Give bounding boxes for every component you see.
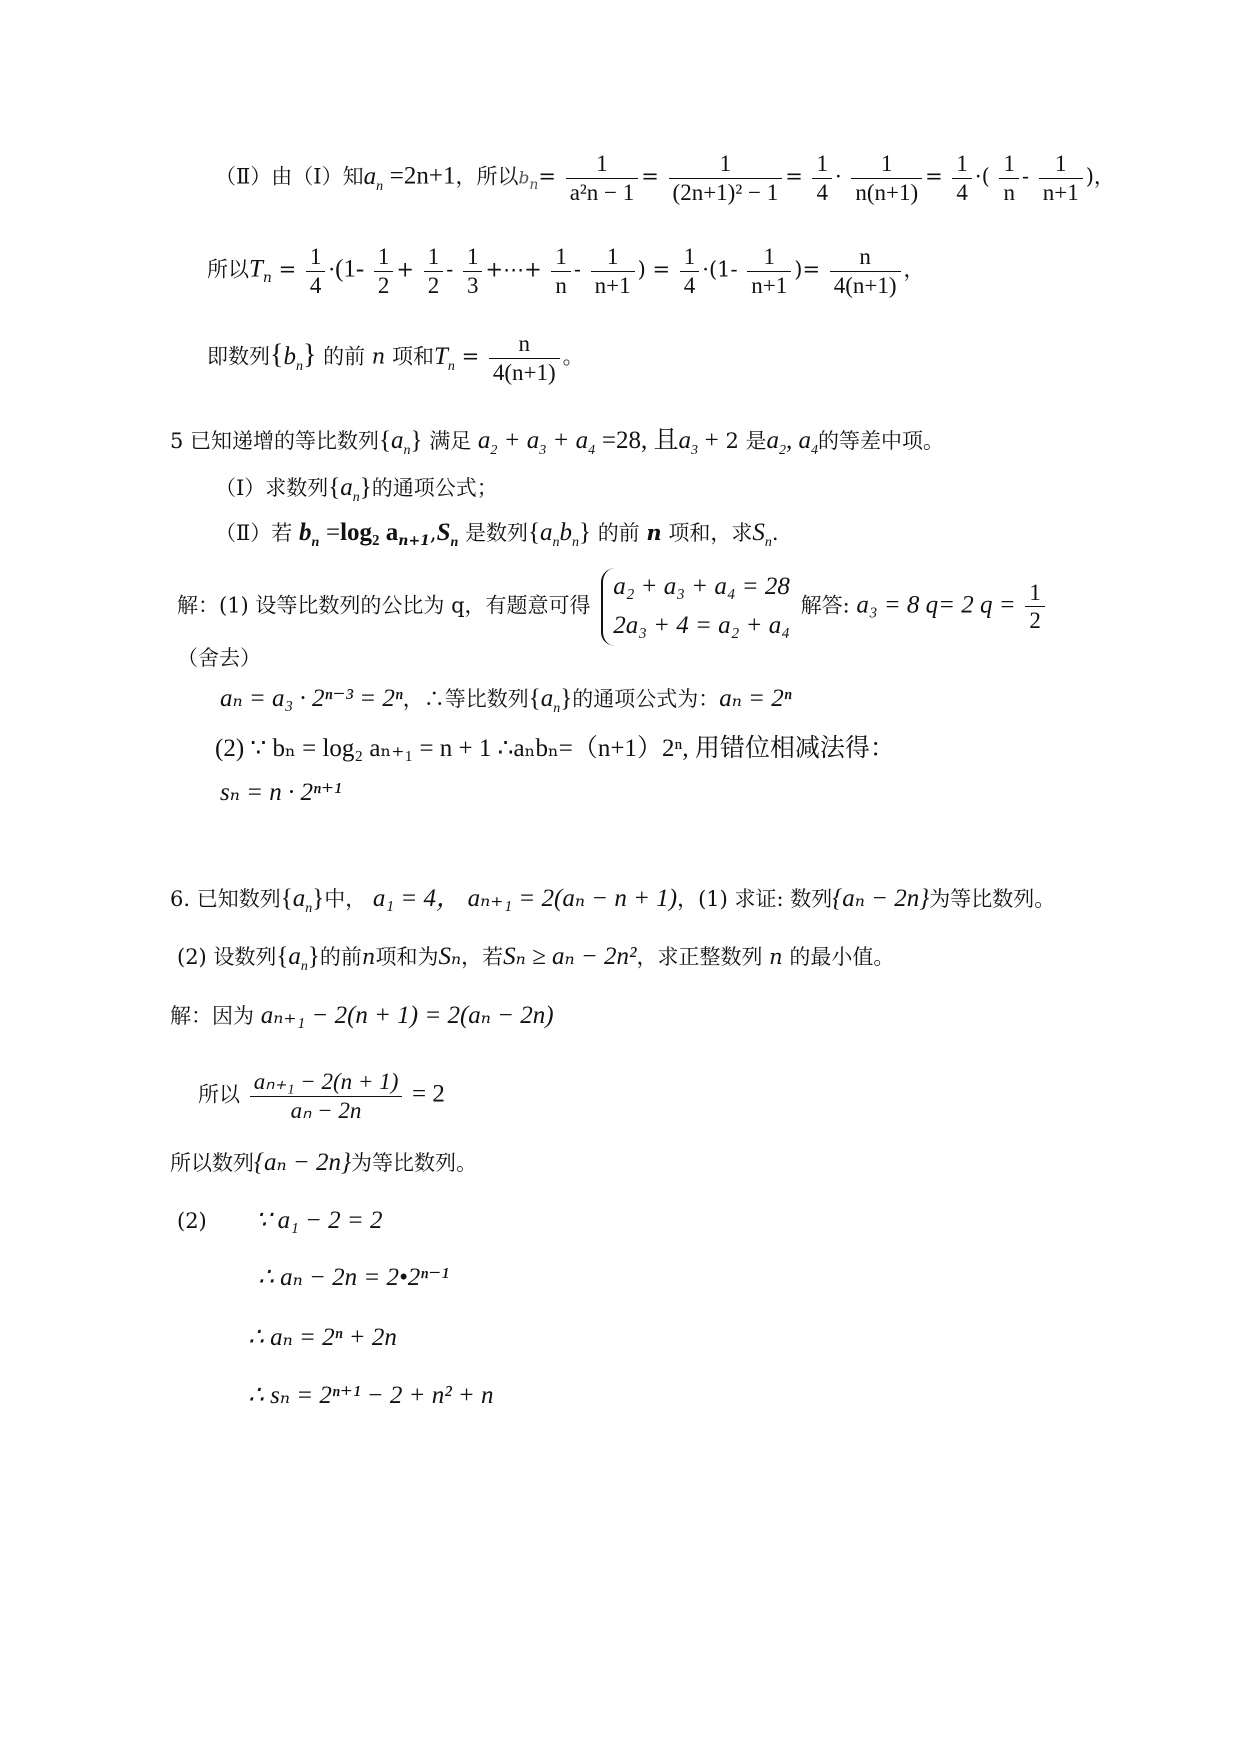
q5-part2-e: 项和，求 bbox=[668, 521, 753, 545]
q6-s3: ∴ aₙ = 2ⁿ + 2n bbox=[248, 1324, 397, 1351]
b-label: b bbox=[518, 168, 530, 189]
frac-2: $\frac{1}{\text{(2n+1)² − 1}}$ bbox=[669, 150, 783, 206]
q5-formula-b: 的通项公式为： bbox=[572, 687, 720, 711]
q6-p2-b: 的前 bbox=[319, 945, 362, 969]
q6-p2-f: 的最小值。 bbox=[789, 945, 895, 969]
q5-therefore: ，∴等比数列 bbox=[402, 687, 529, 711]
frac-inv-n1: $\frac{1}{n+1}$ bbox=[591, 243, 635, 299]
q5-frac-half: $\frac{1}{2}$ bbox=[1025, 579, 1045, 635]
q5-stem-e: 的等差中项。 bbox=[818, 429, 945, 453]
q5-sol-b: 解答: bbox=[800, 593, 850, 618]
frac-quarter-b: $\frac{1}{4}$ bbox=[680, 243, 700, 299]
frac-quarter: $\frac{1}{4}$ bbox=[306, 243, 326, 299]
q6-p2-S: Sₙ bbox=[438, 943, 462, 970]
dots: +⋯+ bbox=[485, 257, 542, 282]
q5-part1: （Ⅰ）求数列$\{a_n\}$的通项公式； bbox=[215, 474, 498, 505]
frac-4: $\frac{1}{n(n+1)}$ bbox=[851, 150, 922, 206]
frac-3: $\frac{1}{4}$ bbox=[812, 150, 832, 206]
q5-part2-c: 是数列 bbox=[465, 521, 528, 545]
q6-concl-b: 为等比数列。 bbox=[351, 1151, 477, 1175]
pre-text: 即数列 bbox=[207, 344, 270, 369]
tn-sum-line: 所以$T_n$ = $\frac{1}{4}$ ·(1- $\frac{1}{2}$ + $\frac{1}{2}$ - $\frac{1}{3}$ +⋯+ $\frac{1}{n}$ - $\frac{1}{n+1}$ ) = $\frac{1}{4}$ ·(1- $\frac{1}{n+1}$ )= $\frac{n}{4(n+1)}$ ， bbox=[207, 244, 925, 298]
q6-a1: a₁ = 4， bbox=[372, 885, 461, 912]
q6-p2-a: (2) 设数列 bbox=[177, 945, 277, 969]
q6-p2-ineq: Sₙ ≥ aₙ − 2n² bbox=[503, 943, 637, 970]
q5-part2-solution bbox=[215, 736, 895, 761]
q5-sol-a: 解：(1) 设等比数列的公比为 q，有题意可得 bbox=[177, 593, 591, 618]
q6-stem-b: 中， bbox=[324, 887, 367, 911]
frac-inv-n1-b: $\frac{1}{n+1}$ bbox=[747, 243, 791, 299]
mid-text: 的前 bbox=[323, 344, 366, 369]
q5-stem-c: 28, 且 bbox=[615, 427, 679, 454]
q6-concl-seq: {aₙ − 2n} bbox=[254, 1149, 351, 1176]
q5-sn-formula: sₙ = n · 2ⁿ⁺¹ bbox=[220, 779, 342, 806]
frac-result: $\frac{n}{4(n+1)}$ bbox=[830, 243, 901, 299]
q5-drop-text: （舍去） bbox=[177, 646, 261, 670]
conclusion-line: 即数列$\{b_n\}$ 的前 n 项和$T_n$ = $\frac{n}{4(n+1)}$ 。 bbox=[207, 331, 584, 385]
q5-formula-c: aₙ = 2ⁿ bbox=[719, 685, 792, 712]
frac-5: $\frac{1}{4}$ bbox=[952, 150, 972, 206]
q5-part2-sol: (2) ∵ bₙ = log₂ aₙ₊₁ = n + 1 ∴aₙbₙ=（n+1）2ⁿ, 用错位相减法得： bbox=[215, 735, 895, 762]
frac-third: $\frac{1}{3}$ bbox=[463, 243, 483, 299]
q5-part2-d: 的前 bbox=[597, 521, 640, 545]
q6-p2-e: ，求正整数列 bbox=[636, 945, 763, 969]
frac-1: $\frac{1}{\text{a²n − 1}}$ bbox=[566, 150, 639, 206]
q6-so: 所以 bbox=[198, 1082, 240, 1107]
part2-line-bn: （Ⅱ）由（Ⅰ）知$a_n =2n+1$，所以$b_n=$ $\frac{1}{\text{a²n − 1}}$ = $\frac{1}{\text{(2n+1)² − 1}}$ = $\frac{1}{4}$ · $\frac{1}{n(n+1)}$ = $\frac{1}{4}$ ·( $\frac{1}{n}$ - $\frac{1}{n+1}$ )， bbox=[215, 151, 1115, 205]
q5-a3: a₃ = 8 q= 2 q = bbox=[856, 591, 1016, 619]
q6-step2 bbox=[258, 1265, 449, 1290]
q5-part1-b: 的通项公式； bbox=[371, 476, 498, 500]
q6-p2-n-b: n bbox=[769, 945, 783, 969]
q5-stem-b: 满足 bbox=[429, 429, 472, 453]
q6-s1: ∵ a₁ − 2 = 2 bbox=[255, 1207, 383, 1234]
q6-p2-n: n bbox=[361, 945, 376, 969]
q6-s4: ∴ sₙ = 2ⁿ⁺¹ − 2 + n² + n bbox=[248, 1382, 494, 1409]
q6-recurrence: aₙ₊₁ = 2(aₙ − n + 1) bbox=[467, 885, 678, 912]
q6-stem-c: ，(1) 求证: 数列 bbox=[677, 887, 833, 911]
q6-ratio-frac: $\frac{\text{aₙ₊₁ − 2(n + 1)}}{\text{aₙ − 2n}}$ bbox=[250, 1068, 403, 1124]
q6-p2-c: 项和为 bbox=[375, 945, 439, 969]
q6-s2: ∴ aₙ − 2n = 2•2ⁿ⁻¹ bbox=[258, 1264, 449, 1291]
q5-sn bbox=[220, 780, 342, 805]
q6-seq: {aₙ − 2n} bbox=[832, 885, 930, 912]
q6-p2-label: (2) bbox=[177, 1209, 207, 1233]
q5-stem: 5 已知递增的等比数列$\{a_n\}$ 满足 $a_2 + a_3 + a_4 =28$, 且$a_3 + 2$ 是$a_2$, $a_4$的等差中项。 bbox=[170, 427, 945, 458]
q6-p2-d: ，若 bbox=[461, 945, 504, 969]
q5-formula: aₙ = a₃ · 2ⁿ⁻³ = 2ⁿ，∴等比数列$\{a_n\}$的通项公式为：aₙ = 2ⁿ bbox=[220, 685, 792, 716]
q6-stem-d: 为等比数列。 bbox=[929, 887, 1056, 911]
frac-half: $\frac{1}{2}$ bbox=[374, 243, 394, 299]
n-var: n bbox=[371, 344, 386, 369]
q5-stem-d: 2 是 bbox=[725, 429, 767, 453]
q5-part2: （Ⅱ）若 $b_n =\log_2$ $a_{n+1},S_n$ 是数列$\{a_nb_n\}$ 的前 n 项和，求$S_n$. bbox=[215, 519, 779, 550]
q6-stem-a: 6. 已知数列 bbox=[170, 887, 281, 911]
frac-6: $\frac{1}{n}$ bbox=[999, 150, 1019, 206]
so-text: ，所以 bbox=[455, 164, 519, 189]
q6-step1 bbox=[177, 1208, 383, 1233]
q6-ratio-val: = 2 bbox=[412, 1080, 445, 1108]
q5-part1-a: （Ⅰ）求数列 bbox=[215, 476, 329, 500]
frac-inv-n: $\frac{1}{n}$ bbox=[551, 243, 571, 299]
q6-concl-a: 所以数列 bbox=[170, 1151, 254, 1175]
q6-conclusion bbox=[170, 1150, 477, 1175]
q5-log: log₂ a bbox=[340, 519, 399, 546]
q5-system: a₂ + a₃ + a₄ = 28 2a₃ + 4 = a₂ + a₄ bbox=[601, 568, 790, 646]
q6-solution-1 bbox=[170, 1003, 554, 1028]
q5-stem-a: 5 已知递增的等比数列 bbox=[170, 429, 380, 453]
q5-part2-a: （Ⅱ）若 bbox=[215, 521, 293, 545]
frac-tn-result: $\frac{n}{4(n+1)}$ bbox=[489, 330, 560, 386]
intro-text: （Ⅱ）由（Ⅰ）知 bbox=[215, 164, 364, 189]
part1: (1- bbox=[335, 255, 365, 283]
end-mark: 。 bbox=[562, 344, 584, 369]
q6-step4 bbox=[248, 1383, 494, 1408]
q5-drop bbox=[177, 648, 261, 669]
so-text: 所以 bbox=[207, 257, 249, 282]
q5-solution-1 bbox=[177, 568, 1048, 646]
frac-half-b: $\frac{1}{2}$ bbox=[424, 243, 444, 299]
q6-stem: 6. 已知数列$\{a_n\}$中， a₁ = 4， aₙ₊₁ = 2(aₙ − n + 1)，(1) 求证: 数列{aₙ − 2n}为等比数列。 bbox=[170, 885, 1056, 916]
q6-part2: (2) 设数列$\{a_n\}$的前n项和为Sₙ，若Sₙ ≥ aₙ − 2n²，求正整数列 n 的最小值。 bbox=[177, 943, 895, 974]
q6-sol-eq: aₙ₊₁ − 2(n + 1) = 2(aₙ − 2n) bbox=[260, 1002, 554, 1029]
q6-ratio bbox=[198, 1068, 445, 1124]
post-text: 项和 bbox=[392, 344, 434, 369]
frac-7: $\frac{1}{n+1}$ bbox=[1039, 150, 1083, 206]
an-formula: 2n+1 bbox=[403, 162, 456, 190]
q6-step3 bbox=[248, 1325, 397, 1350]
q6-sol-a: 解：因为 bbox=[170, 1004, 254, 1028]
T-symbol: T bbox=[249, 255, 263, 283]
q5-an-formula: aₙ = a₃ · 2ⁿ⁻³ = 2ⁿ bbox=[220, 685, 403, 712]
